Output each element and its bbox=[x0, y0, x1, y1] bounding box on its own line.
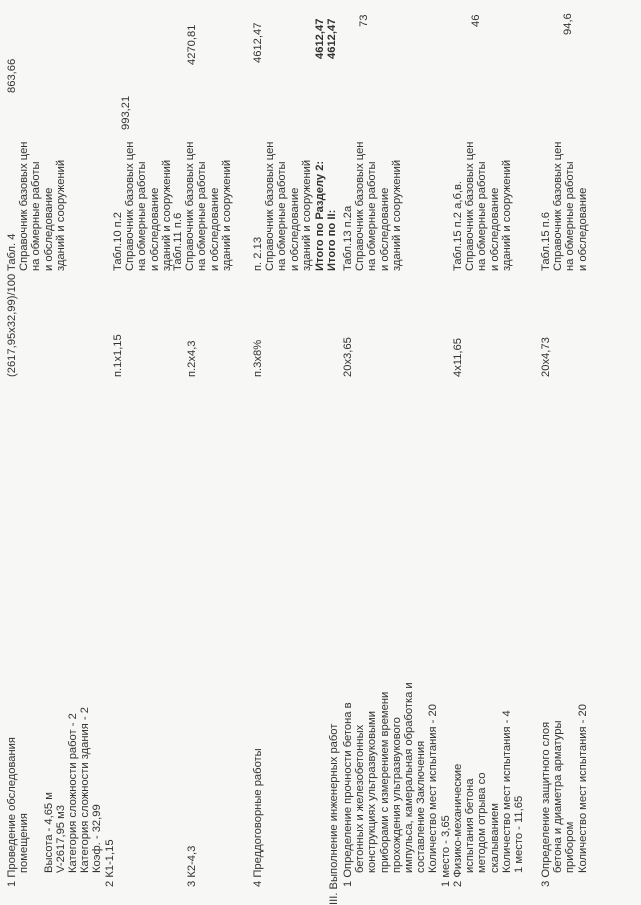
section-2-total-label: Итого по Разделу 2: bbox=[314, 160, 326, 271]
s3-item-3-amount: 94,6 bbox=[562, 13, 574, 35]
s3-item-3-description bbox=[540, 704, 589, 887]
item-1-building-category: Категория сложности здания - 2 bbox=[79, 707, 92, 873]
s3-item-3-line: прибором bbox=[564, 821, 577, 873]
section-2-total-value: 4612,47 bbox=[314, 18, 326, 59]
item-3-ref-line: и обследование bbox=[208, 187, 221, 271]
item-1-title-cont: помещения bbox=[18, 813, 31, 873]
s3-item-1-ref-line: на обмерные работы bbox=[366, 161, 379, 271]
s3-item-2-amount: 46 bbox=[470, 14, 482, 27]
s3-item-3-ref-line: Справочник базовых цен bbox=[552, 141, 565, 271]
s3-item-1-line: Количество мест испытания - 20 bbox=[427, 704, 440, 873]
item-3-description: 3 К2-4,3 bbox=[186, 845, 198, 887]
item-1-height: Высота - 4,65 м bbox=[42, 792, 55, 873]
s3-item-1-line: 1 место - 3,65 bbox=[439, 815, 452, 887]
item-3-amount: 4270,81 bbox=[186, 24, 198, 65]
s3-item-3-formula: 20х4,73 bbox=[540, 337, 552, 377]
s3-item-2-reference bbox=[452, 142, 513, 271]
item-4-ref-line: и обследование bbox=[288, 187, 301, 271]
s3-item-3-reference bbox=[540, 142, 589, 271]
section-total-value: 4612,47 bbox=[326, 18, 338, 59]
s3-item-2-ref-line: Табл.15 п.2 а,б,в. bbox=[452, 180, 464, 271]
item-2-formula: п.1х1,15 bbox=[112, 334, 124, 377]
item-2-ref-line: зданий и сооружений bbox=[160, 159, 173, 271]
item-1-ref-line: на обмерные работы bbox=[30, 161, 43, 271]
item-4-ref-line: Справочник базовых цен bbox=[264, 141, 277, 271]
item-2-ref-line: Справочник базовых цен bbox=[124, 141, 137, 271]
item-3-reference bbox=[172, 142, 233, 271]
s3-item-1-line: 1 Определение прочности бетона в bbox=[342, 702, 354, 887]
s3-item-3-ref-line: Табл.15 п.6 bbox=[540, 211, 552, 271]
s3-item-1-amount: 73 bbox=[358, 14, 370, 27]
s3-item-2-description bbox=[452, 710, 525, 887]
section-total-label: Итого по II: bbox=[326, 209, 338, 271]
s3-item-1-line: составление Заключения bbox=[415, 740, 428, 873]
item-1-title: 1 Проведение обследования bbox=[6, 737, 18, 887]
item-1-reference bbox=[6, 142, 67, 271]
item-4-reference bbox=[252, 142, 313, 271]
item-2-description: 2 К1-1,15 bbox=[104, 839, 116, 887]
s3-item-3-line: Количество мест испытания - 20 bbox=[576, 704, 589, 873]
s3-item-2-line: испытания бетона bbox=[464, 778, 477, 873]
s3-item-2-ref-line: и обследование bbox=[488, 187, 501, 271]
item-1-work-category: Категория сложности работ - 2 bbox=[67, 713, 80, 873]
s3-item-2-ref-line: на обмерные работы bbox=[476, 161, 489, 271]
item-2-ref-line: и обследование bbox=[148, 187, 161, 271]
s3-item-2-line: 1 место - 11,65 bbox=[513, 795, 526, 873]
s3-item-1-line: приборами с измерением времени bbox=[378, 691, 391, 873]
s3-item-1-line: импульса, камеральная обработка и bbox=[403, 682, 416, 873]
item-1-amount: 863,66 bbox=[6, 58, 18, 93]
s3-item-3-line: бетона и диаметра арматуры bbox=[552, 720, 565, 873]
section-3-heading: III. Выполнение инженерных работ bbox=[328, 723, 340, 905]
item-4-description: 4 Преддоговорные работы bbox=[252, 748, 264, 887]
s3-item-1-line: конструкциях ультразвуковыми bbox=[366, 711, 379, 873]
item-2-ref-line: Табл.10 п.2 bbox=[112, 211, 124, 271]
item-4-amount: 4612,47 bbox=[252, 22, 264, 63]
s3-item-1-line: бетонных и железобетонных bbox=[354, 724, 367, 873]
item-1-ref-line: Справочник базовых цен bbox=[18, 141, 31, 271]
item-3-formula: п.2х4,3 bbox=[186, 340, 198, 377]
item-1-ref-line: Табл. 4 bbox=[6, 233, 18, 271]
item-3-ref-line: Справочник базовых цен bbox=[184, 141, 197, 271]
item-2-amount: 993,21 bbox=[120, 95, 132, 130]
s3-item-1-reference bbox=[342, 142, 403, 271]
item-1-formula: (2617,95х32,99)/100 bbox=[6, 273, 18, 377]
s3-item-2-line: методом отрыва со bbox=[476, 772, 489, 873]
s3-item-3-ref-line: на обмерные работы bbox=[564, 161, 577, 271]
item-1-coefficient: Коэф. - 32,99 bbox=[91, 804, 104, 873]
item-3-ref-line: на обмерные работы bbox=[196, 161, 209, 271]
s3-item-1-description bbox=[342, 682, 452, 887]
s3-item-1-line: прохождения ультразвукового bbox=[390, 717, 403, 873]
item-1-volume: V-2617,95 м3 bbox=[54, 804, 67, 873]
s3-item-2-line: 2 Физико-механические bbox=[452, 763, 464, 887]
s3-item-3-line: 3 Определение защитного слоя bbox=[540, 721, 552, 887]
s3-item-2-line: скалыванием bbox=[488, 803, 501, 873]
s3-item-1-ref-line: Справочник базовых цен bbox=[354, 141, 367, 271]
item-2-reference bbox=[112, 142, 173, 383]
item-2-ref-line: на обмерные работы bbox=[136, 161, 149, 271]
item-3-ref-line: зданий и сооружений bbox=[220, 159, 233, 271]
item-4-ref-line: зданий и сооружений bbox=[300, 159, 313, 271]
s3-item-2-formula: 4х11,65 bbox=[452, 338, 464, 377]
item-1-ref-line: зданий и сооружений bbox=[54, 159, 67, 271]
item-3-ref-line: Табл.11 п.6 bbox=[172, 212, 184, 271]
s3-item-1-formula: 20х3,65 bbox=[342, 337, 354, 377]
s3-item-1-ref-line: зданий и сооружений bbox=[390, 159, 403, 271]
item-4-ref-line: на обмерные работы bbox=[276, 161, 289, 271]
s3-item-2-ref-line: зданий и сооружений bbox=[500, 159, 513, 271]
s3-item-2-line: Количество мест испытания - 4 bbox=[500, 710, 513, 873]
s3-item-3-ref-line: и обследование bbox=[576, 187, 589, 271]
item-1-ref-line: и обследование bbox=[42, 187, 55, 271]
s3-item-1-ref-line: и обследование bbox=[378, 187, 391, 271]
item-4-ref-line: п. 2.13 bbox=[252, 236, 264, 271]
s3-item-1-ref-line: Табл.13 п.2а bbox=[342, 205, 354, 271]
s3-item-2-ref-line: Справочник базовых цен bbox=[464, 141, 477, 271]
item-1-description bbox=[6, 707, 104, 887]
item-4-formula: п.3х8% bbox=[252, 339, 264, 377]
